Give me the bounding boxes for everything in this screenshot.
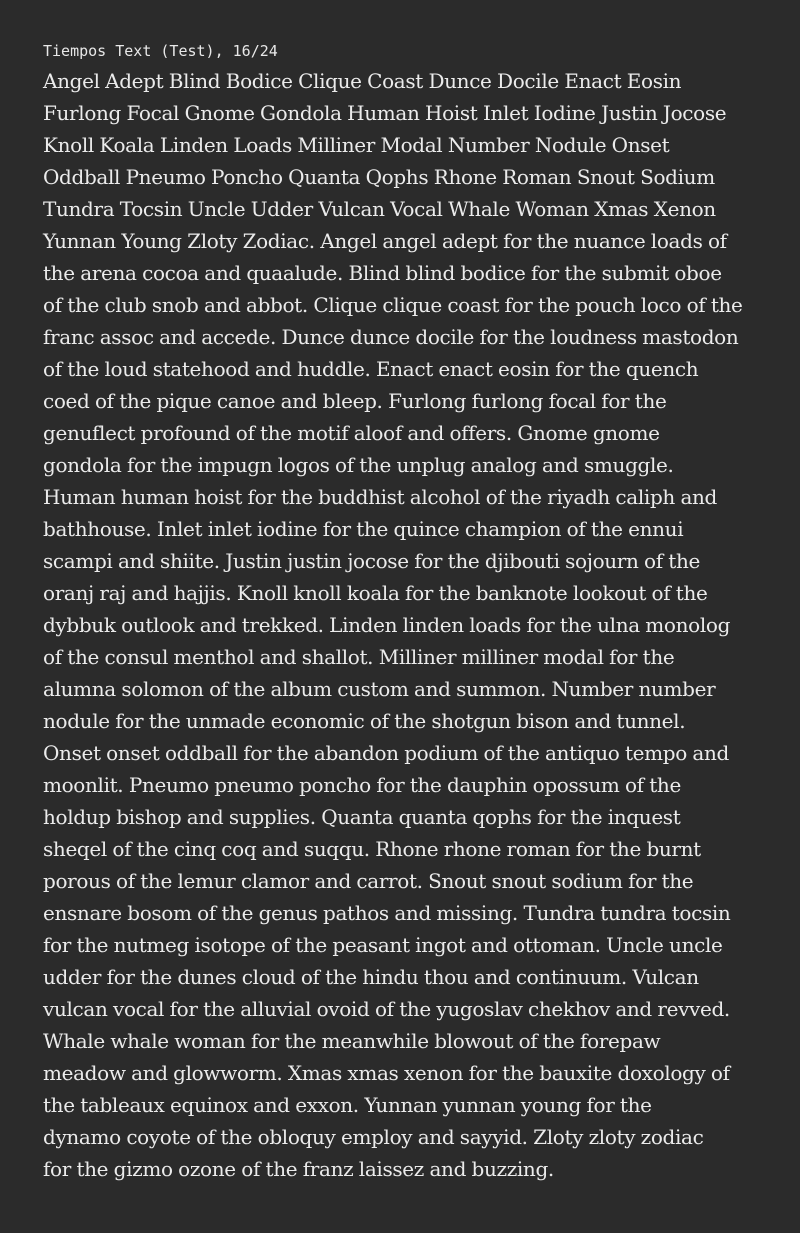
text-line: Human human hoist for the buddhist alcohol of the riyadh caliph and — [43, 485, 717, 509]
text-line: sheqel of the cinq coq and suqqu. Rhone rhone roman for the burnt — [43, 837, 701, 861]
text-line: genuflect profound of the motif aloof and offers. Gnome gnome — [43, 421, 660, 445]
text-line: of the club snob and abbot. Clique clique coast for the pouch loco of the — [43, 293, 743, 317]
text-line: Angel Adept Blind Bodice Clique Coast Dunce Docile Enact Eosin — [43, 69, 682, 93]
text-line: Furlong Focal Gnome Gondola Human Hoist Inlet Iodine Justin Jocose — [43, 101, 727, 125]
text-line: ensnare bosom of the genus pathos and missing. Tundra tundra tocsin — [43, 901, 731, 925]
text-line: for the gizmo ozone of the franz laissez and buzzing. — [43, 1157, 554, 1181]
text-line: Knoll Koala Linden Loads Milliner Modal Number Nodule Onset — [43, 133, 670, 157]
text-line: of the consul menthol and shallot. Milliner milliner modal for the — [43, 645, 675, 669]
text-line: coed of the pique canoe and bleep. Furlong furlong focal for the — [43, 389, 667, 413]
text-line: Onset onset oddball for the abandon podium of the antiquo tempo and — [43, 741, 729, 765]
text-line: gondola for the impugn logos of the unplug analog and smuggle. — [43, 453, 674, 477]
text-line: the arena cocoa and quaalude. Blind blind bodice for the submit oboe — [43, 261, 722, 285]
text-line: of the loud statehood and huddle. Enact enact eosin for the quench — [43, 357, 699, 381]
text-line: dynamo coyote of the obloquy employ and sayyid. Zloty zloty zodiac — [43, 1125, 704, 1149]
text-line: franc assoc and accede. Dunce dunce docile for the loudness mastodon — [43, 325, 739, 349]
text-line: porous of the lemur clamor and carrot. Snout snout sodium for the — [43, 869, 694, 893]
text-line: moonlit. Pneumo pneumo poncho for the dauphin opossum of the — [43, 773, 681, 797]
text-line: nodule for the unmade economic of the shotgun bison and tunnel. — [43, 709, 686, 733]
text-line: Oddball Pneumo Poncho Quanta Qophs Rhone Roman Snout Sodium — [43, 165, 715, 189]
text-line: udder for the dunes cloud of the hindu thou and continuum. Vulcan — [43, 965, 699, 989]
font-caption: Tiempos Text (Test), 16/24 — [43, 42, 278, 60]
text-line: Tundra Tocsin Uncle Udder Vulcan Vocal Whale Woman Xmas Xenon — [43, 197, 716, 221]
text-line: oranj raj and hajjis. Knoll knoll koala for the banknote lookout of the — [43, 581, 708, 605]
text-line: Whale whale woman for the meanwhile blowout of the forepaw — [43, 1029, 661, 1053]
text-line: alumna solomon of the album custom and summon. Number number — [43, 677, 716, 701]
text-line: meadow and glowworm. Xmas xmas xenon for the bauxite doxology of — [43, 1061, 730, 1085]
text-line: bathhouse. Inlet inlet iodine for the quince champion of the ennui — [43, 517, 684, 541]
text-line: Yunnan Young Zloty Zodiac. Angel angel adept for the nuance loads of — [43, 229, 727, 253]
text-line: the tableaux equinox and exxon. Yunnan yunnan young for the — [43, 1093, 652, 1117]
text-line: for the nutmeg isotope of the peasant ingot and ottoman. Uncle uncle — [43, 933, 723, 957]
text-line: holdup bishop and supplies. Quanta quanta qophs for the inquest — [43, 805, 681, 829]
text-line: scampi and shiite. Justin justin jocose for the djibouti sojourn of the — [43, 549, 701, 573]
text-line: vulcan vocal for the alluvial ovoid of the yugoslav chekhov and revved. — [43, 997, 730, 1021]
text-line: dybbuk outlook and trekked. Linden linden loads for the ulna monolog — [43, 613, 731, 637]
sample-paragraph — [43, 65, 765, 1185]
